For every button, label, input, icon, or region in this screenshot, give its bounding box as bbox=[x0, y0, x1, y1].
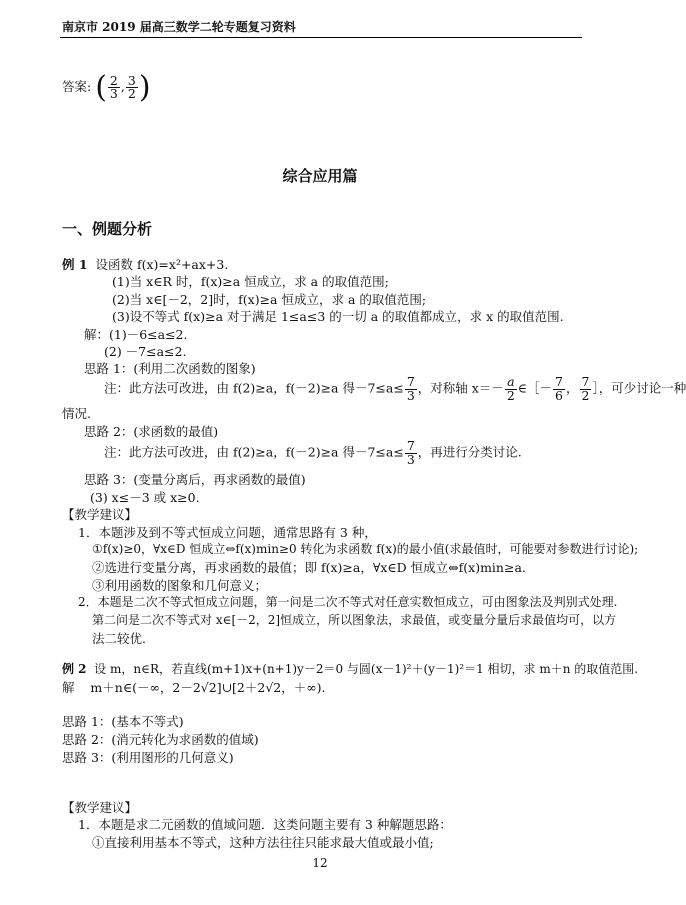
answer-fraction-a: $\frac{2}{3}$ bbox=[109, 72, 118, 101]
part-heading: 一、例题分析 bbox=[62, 220, 153, 238]
example-1-idea-3: 思路 3：(变量分离后，再求函数的最值) bbox=[84, 472, 306, 487]
advice-1-point-1: 1．本题涉及到不等式恒成立问题，通常思路有 3 种， bbox=[78, 525, 377, 540]
example-1-solution-1: 解：(1)－6≤a≤2. bbox=[84, 327, 188, 342]
answer-fraction-b: $\frac{3}{2}$ bbox=[127, 72, 136, 101]
example-1-idea-2: 思路 2：(求函数的最值) bbox=[84, 424, 219, 439]
example-1-label: 例 1 bbox=[62, 257, 88, 272]
advice-1-point-2: 2．本题是二次不等式恒成立问题，第一问是二次不等式对任意实数恒成立，可由图象法及判别式处理. bbox=[78, 595, 618, 609]
advice-1-point-1a: ①f(x)≥0，∀x∈D 恒成立⇔f(x)min≥0 转化为求函数 f(x)的最小值(求最值时，可能要对参数进行讨论); bbox=[92, 542, 639, 556]
example-2-idea-1: 思路 1：(基本不等式) bbox=[62, 714, 184, 729]
advice-1-point-1c: ③利用函数的图象和几何意义； bbox=[92, 578, 268, 593]
answer-label: 答案: bbox=[62, 79, 92, 94]
page-number: 12 bbox=[312, 856, 328, 870]
fraction-7-3-b: $\frac{7}{3}$ bbox=[406, 438, 415, 467]
advice-2-point-1a: ①直接利用基本不等式，这种方法往往只能求最大值或最小值; bbox=[92, 835, 434, 850]
teaching-advice-heading-2: 【教学建议】 bbox=[62, 800, 138, 815]
advice-2-point-1: 1．本题是求二元函数的值域问题．这类问题主要有 3 种解题思路： bbox=[78, 817, 452, 832]
example-2-idea-3: 思路 3：(利用图形的几何意义) bbox=[62, 750, 234, 765]
fraction-7-3: $\frac{7}{3}$ bbox=[406, 374, 415, 403]
answer-separator: , bbox=[120, 79, 125, 94]
example-2-solution: 解 m＋n∈(－∞，2－2√2]∪[2＋2√2，＋∞). bbox=[62, 680, 326, 695]
teaching-advice-heading: 【教学建议】 bbox=[62, 507, 138, 522]
running-header: 南京市 2019 届高三数学二轮专题复习资料 bbox=[62, 20, 296, 34]
fraction-a-2: $\frac{a}{2}$ bbox=[506, 374, 515, 403]
example-1-q1: (1)当 x∈R 时，f(x)≥a 恒成立，求 a 的取值范围; bbox=[112, 274, 389, 289]
example-2-label: 例 2 bbox=[62, 662, 87, 676]
example-1-stem bbox=[62, 255, 228, 273]
example-1-q2: (2)当 x∈[－2，2]时，f(x)≥a 恒成立，求 a 的取值范围; bbox=[112, 292, 427, 307]
left-paren: ( bbox=[95, 70, 107, 105]
example-2-text: 设 m，n∈R，若直线(m+1)x+(n+1)y－2＝0 与圆(x－1)²＋(y－1)²＝1 相切，求 m＋n 的取值范围. bbox=[94, 662, 639, 676]
example-1-note-1: 注：此方法可改进，由 f(2)≥a，f(－2)≥a 得－7≤a≤ $\frac{7}{3}$ ，对称轴 x＝－ $\frac{a}{2}$ ∈［－ $\frac{7}{6}$ ， $\frac{7}{2}$ ］，可少讨论一种 bbox=[104, 374, 686, 403]
example-1-solution-2: (2) －7≤a≤2. bbox=[104, 344, 187, 359]
fraction-7-2: $\frac{7}{2}$ bbox=[581, 374, 590, 403]
section-title: 综合应用篇 bbox=[282, 167, 358, 185]
example-1-idea-1: 思路 1：(利用二次函数的图象) bbox=[84, 361, 256, 376]
fraction-7-6: $\frac{7}{6}$ bbox=[555, 374, 563, 403]
header-rule bbox=[60, 37, 582, 38]
example-1-note-2: 注：此方法可改进，由 f(2)≥a，f(－2)≥a 得－7≤a≤ $\frac{7}{3}$ ，再进行分类讨论. bbox=[104, 438, 522, 467]
advice-1-point-1b: ②选进行变量分离，再求函数的最值；即 f(x)≥a，∀x∈D 恒成立⇔f(x)min≥a. bbox=[92, 560, 526, 575]
advice-1-point-2-continued: 第二问是二次不等式对 x∈[－2，2]恒成立，所以图象法，求最值，或变量分量后求最值均可，以方 bbox=[92, 613, 617, 627]
answer-line bbox=[62, 70, 151, 105]
example-1-text: 设函数 f(x)=x²+ax+3. bbox=[95, 257, 229, 272]
example-1-solution-3: (3) x≤－3 或 x≥0. bbox=[90, 490, 200, 505]
example-1-note-1-continued: 情况. bbox=[62, 406, 91, 421]
example-1-q3: (3)设不等式 f(x)≥a 对于满足 1≤a≤3 的一切 a 的取值都成立，求 x 的取值范围. bbox=[112, 309, 564, 324]
advice-1-point-2-end: 法二较优. bbox=[92, 631, 146, 646]
example-2-stem bbox=[62, 660, 638, 677]
example-2-idea-2: 思路 2：(消元转化为求函数的值域) bbox=[62, 732, 259, 747]
right-paren: ) bbox=[138, 70, 151, 105]
